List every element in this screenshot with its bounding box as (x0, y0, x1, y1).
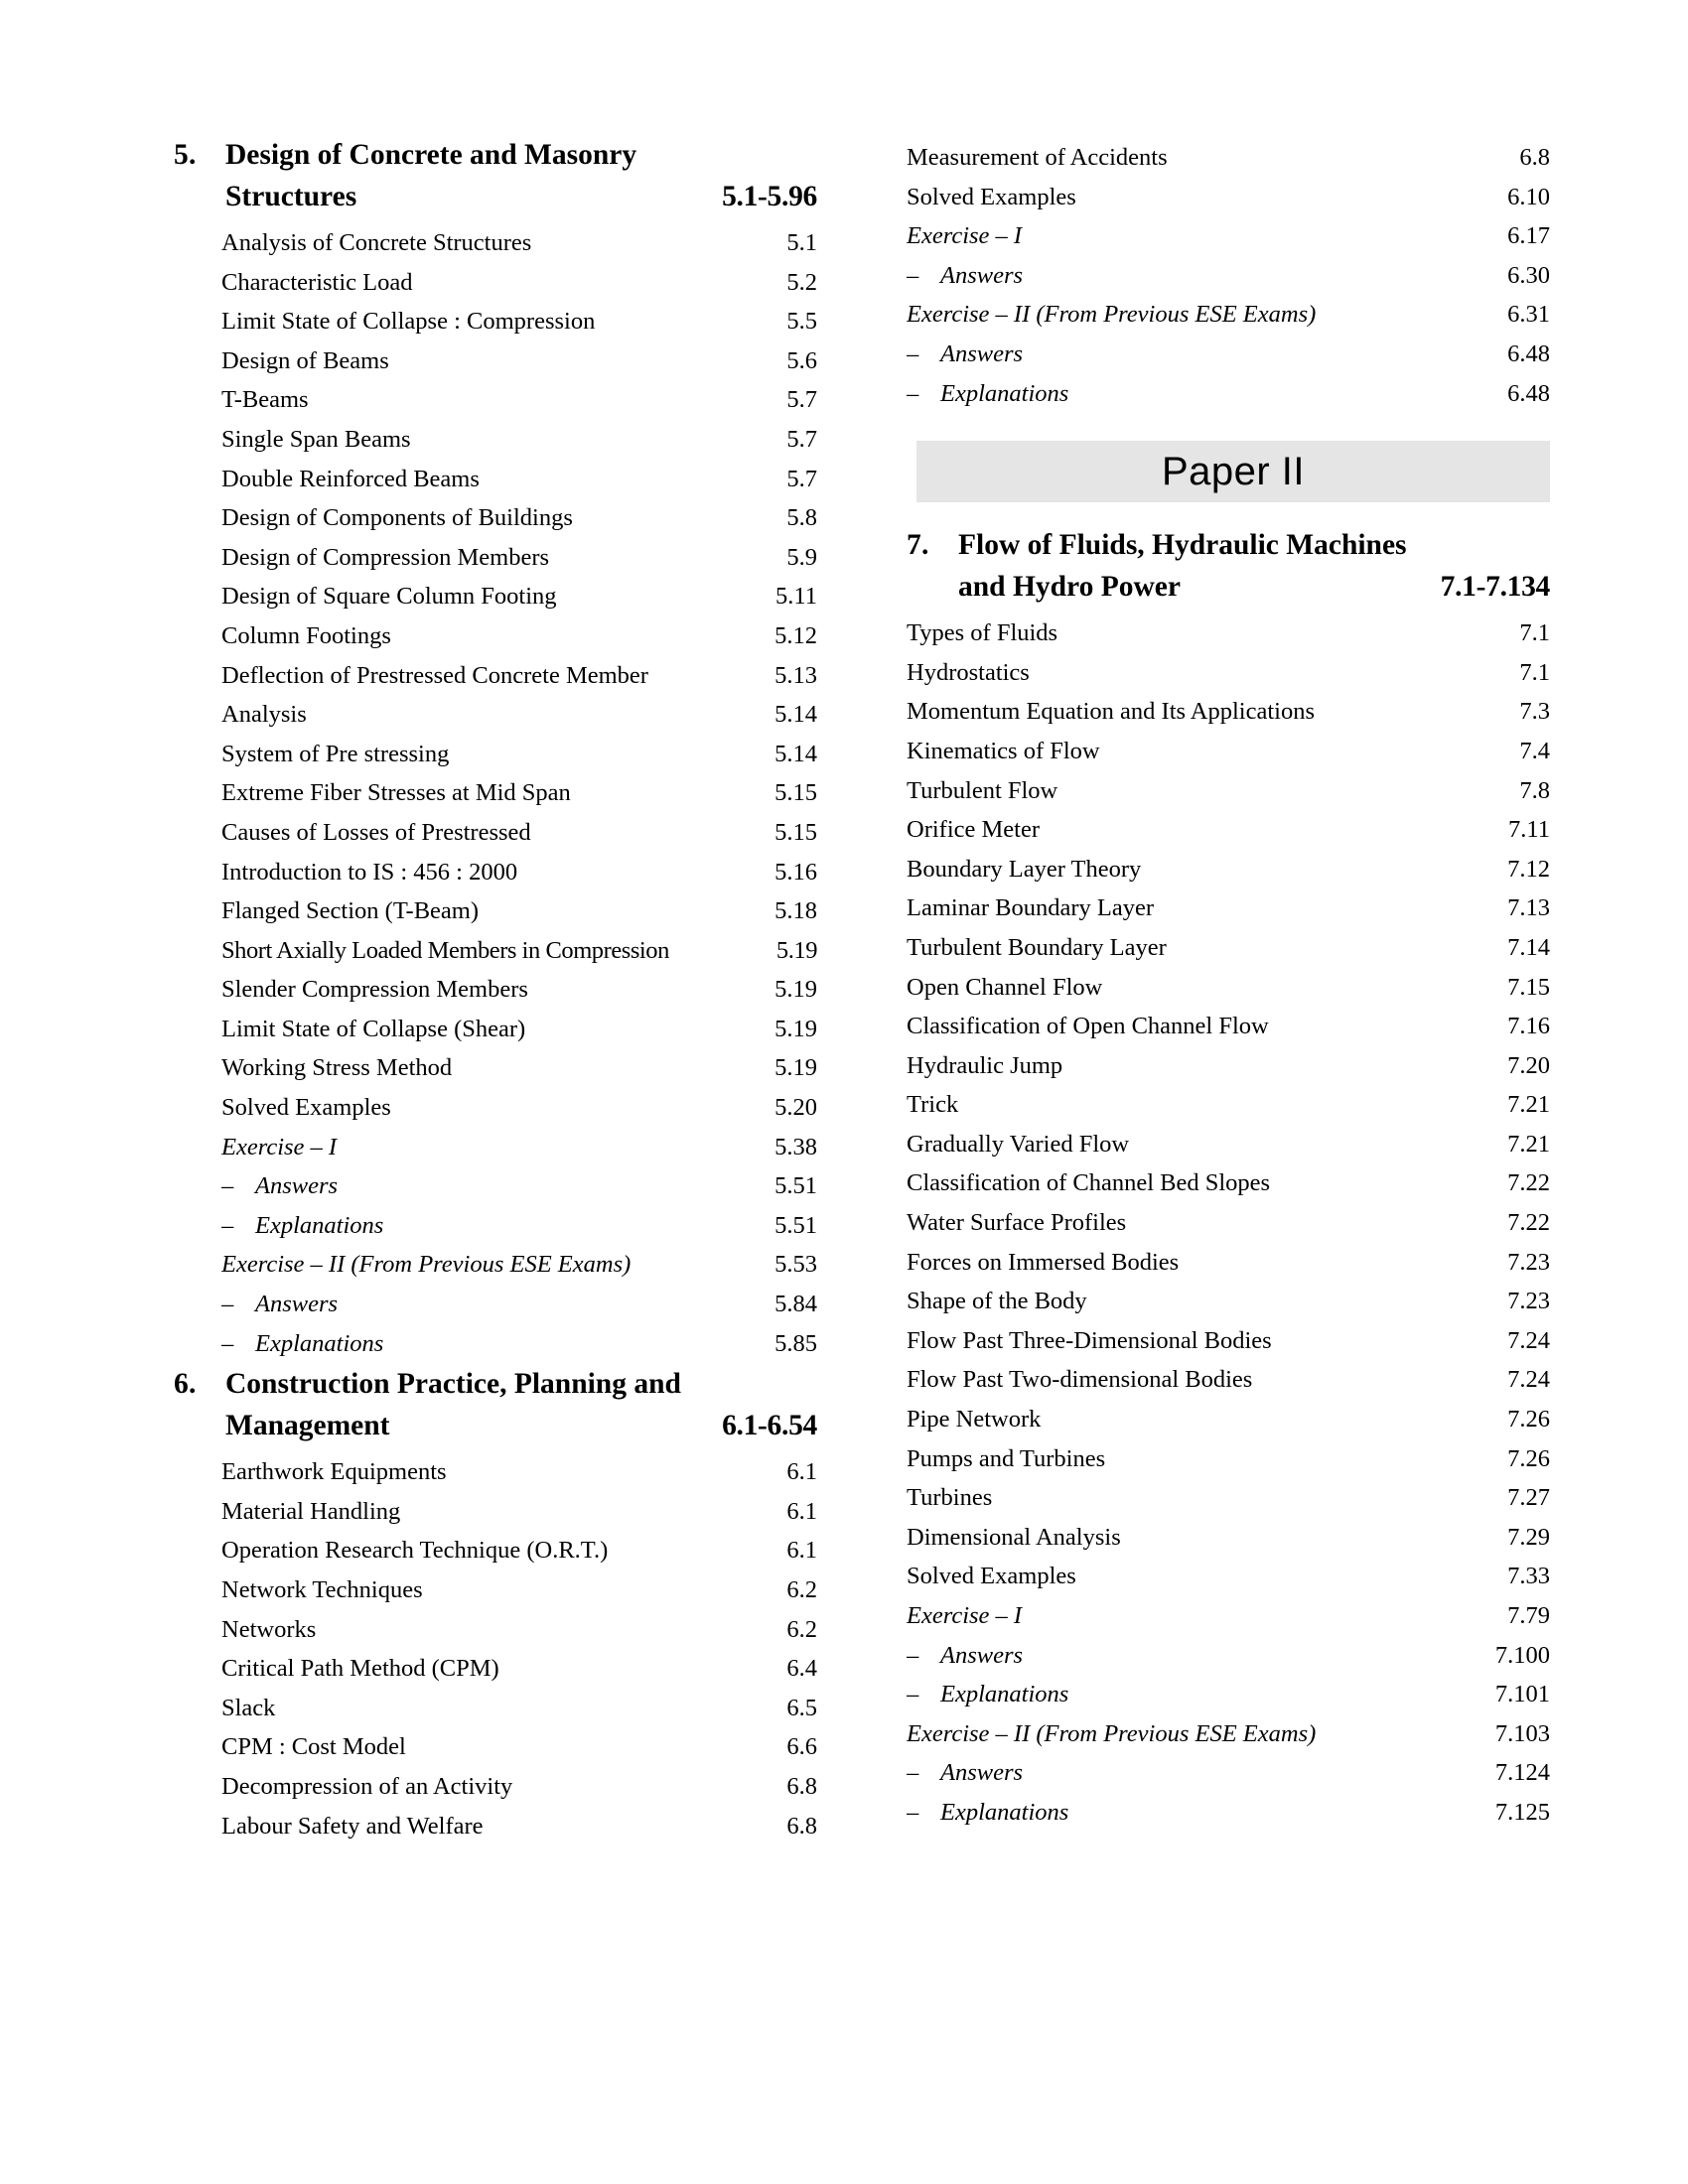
toc-entry-label: Laminar Boundary Layer (907, 894, 1154, 922)
toc-entry-label: Networks (221, 1615, 317, 1643)
toc-entry[interactable] (174, 302, 817, 341)
toc-entry-page: 7.29 (1507, 1523, 1550, 1551)
dash-bullet-icon: – (907, 1641, 919, 1669)
toc-entry[interactable] (174, 420, 817, 460)
toc-entry[interactable] (907, 1125, 1550, 1164)
toc-entry-page: 6.4 (786, 1655, 817, 1683)
toc-entry-label: Types of Fluids (907, 619, 1058, 647)
toc-entry[interactable] (174, 577, 817, 616)
toc-entry[interactable] (907, 1557, 1550, 1596)
toc-entry[interactable] (907, 1163, 1550, 1203)
toc-entry[interactable] (174, 1285, 817, 1324)
toc-entry-text: Answers (940, 340, 1024, 367)
toc-entry[interactable] (907, 335, 1550, 374)
toc-entry-page: 6.1 (786, 1497, 817, 1525)
toc-entry[interactable] (174, 460, 817, 499)
toc-entry-page: 7.4 (1519, 737, 1550, 764)
toc-entry-label: Gradually Varied Flow (907, 1130, 1130, 1158)
toc-entry-page: 6.8 (1519, 144, 1550, 171)
toc-entry-label (907, 1753, 1465, 1793)
toc-entry-page: 7.79 (1507, 1602, 1550, 1629)
toc-entry-label: Analysis of Concrete Structures (221, 229, 532, 256)
toc-entry-label: Earthwork Equipments (221, 1458, 447, 1486)
toc-entry[interactable] (907, 1478, 1550, 1518)
dash-bullet-icon: – (907, 1759, 919, 1787)
toc-entry[interactable] (907, 1360, 1550, 1400)
toc-entry-label: Design of Square Column Footing (221, 583, 557, 611)
toc-entry-page: 6.8 (786, 1812, 817, 1840)
toc-entry-label: Flanged Section (T-Beam) (221, 897, 480, 925)
paper-section-banner: Paper II (916, 441, 1550, 502)
toc-entry[interactable] (907, 1793, 1550, 1833)
toc-entry-page: 5.38 (774, 1133, 817, 1160)
chapter-heading[interactable] (174, 1363, 817, 1446)
toc-entry-label: Kinematics of Flow (907, 737, 1100, 764)
toc-entry-label: Working Stress Method (221, 1054, 453, 1082)
toc-entry-page: 5.13 (774, 661, 817, 689)
dash-bullet-icon: – (907, 379, 919, 407)
toc-entry-page: 5.14 (774, 701, 817, 729)
toc-entry-page: 5.12 (774, 621, 817, 649)
toc-entry[interactable] (174, 1048, 817, 1088)
toc-entry-label: Flow Past Three-Dimensional Bodies (907, 1326, 1272, 1354)
toc-entry-page: 7.23 (1507, 1248, 1550, 1276)
chapter-title-line-1: Flow of Fluids, Hydraulic Machines (958, 529, 1407, 562)
toc-entry[interactable] (174, 616, 817, 656)
toc-right-column (907, 134, 1550, 1845)
chapter-title-block (225, 1363, 817, 1446)
toc-entry[interactable] (174, 891, 817, 931)
toc-entry-page: 6.1 (786, 1458, 817, 1486)
toc-entry-page: 5.8 (786, 504, 817, 532)
toc-entry[interactable] (907, 256, 1550, 296)
toc-entry-label: Double Reinforced Beams (221, 465, 480, 492)
toc-entry[interactable] (907, 1636, 1550, 1676)
toc-entry-page: 7.3 (1519, 698, 1550, 726)
toc-entry-label: Column Footings (221, 621, 391, 649)
toc-entry-page: 6.1 (786, 1537, 817, 1565)
toc-entry-label: Forces on Immersed Bodies (907, 1248, 1180, 1276)
chapter-number: 7. (907, 529, 929, 562)
toc-entry-page: 7.12 (1507, 855, 1550, 883)
toc-entry-label (907, 256, 1465, 296)
toc-entry[interactable] (907, 1518, 1550, 1558)
toc-entry[interactable] (174, 1727, 817, 1767)
toc-entry-page: 5.6 (786, 346, 817, 374)
toc-entry-label (221, 1324, 732, 1364)
toc-entry-page: 6.31 (1507, 301, 1550, 329)
toc-entry-label: System of Pre stressing (221, 740, 450, 767)
toc-entry-label (907, 374, 1465, 414)
toc-entry[interactable] (174, 1010, 817, 1049)
toc-entry-label: Momentum Equation and Its Applications (907, 698, 1316, 726)
toc-entry-label: Design of Beams (221, 346, 389, 374)
toc-entry-page: 5.19 (774, 976, 817, 1004)
toc-entry[interactable] (174, 498, 817, 538)
toc-entry[interactable] (907, 1596, 1550, 1636)
toc-entry-page: 7.15 (1507, 973, 1550, 1001)
toc-entry-label: Introduction to IS : 456 : 2000 (221, 858, 518, 886)
toc-entry[interactable] (907, 1675, 1550, 1714)
toc-entry-label: Solved Examples (907, 1563, 1076, 1590)
toc-entry[interactable] (174, 773, 817, 813)
toc-entry-label: Turbulent Flow (907, 776, 1058, 804)
toc-entry-page: 7.22 (1507, 1169, 1550, 1197)
toc-entry[interactable] (907, 1753, 1550, 1793)
toc-entry-label: Pumps and Turbines (907, 1444, 1106, 1472)
toc-entry-page: 5.19 (774, 1054, 817, 1082)
toc-entry[interactable] (907, 1085, 1550, 1125)
toc-entry[interactable] (174, 735, 817, 774)
toc-entry-page: 7.1 (1519, 619, 1550, 647)
toc-entry-page: 5.7 (786, 386, 817, 414)
toc-entry-label: Exercise – I (907, 222, 1023, 250)
toc-entry[interactable] (907, 1046, 1550, 1086)
toc-entry-label: Dimensional Analysis (907, 1523, 1121, 1551)
toc-entry-label: Limit State of Collapse (Shear) (221, 1015, 526, 1042)
dash-bullet-icon: – (907, 1798, 919, 1826)
chapter-title-block (225, 134, 817, 217)
chapter-page-range: 6.1-6.54 (722, 1410, 817, 1442)
toc-entry[interactable] (174, 1128, 817, 1167)
toc-entry[interactable] (174, 1088, 817, 1128)
dash-bullet-icon: – (221, 1211, 234, 1239)
toc-entry-page: 7.11 (1508, 816, 1550, 844)
toc-entry[interactable] (907, 216, 1550, 256)
dash-bullet-icon: – (907, 340, 919, 367)
toc-entry-text: Answers (940, 261, 1024, 289)
toc-entry-text: Answers (940, 1641, 1024, 1669)
toc-entry-page: 7.26 (1507, 1406, 1550, 1433)
toc-entry-page: 7.20 (1507, 1051, 1550, 1079)
chapter-title-line-2: Structures (225, 181, 357, 212)
chapter-number: 6. (174, 1368, 197, 1401)
toc-entry-page: 7.125 (1494, 1798, 1550, 1826)
chapter-page-range: 5.1-5.96 (722, 181, 817, 212)
toc-entry-label (907, 1675, 1465, 1714)
toc-entry[interactable] (174, 1166, 817, 1206)
toc-entry-page: 7.1 (1519, 658, 1550, 686)
toc-entry-label: Operation Research Technique (O.R.T.) (221, 1537, 609, 1565)
toc-entry-text: Explanations (255, 1329, 384, 1357)
toc-entry-page: 5.5 (786, 308, 817, 336)
toc-entry-label (221, 1285, 732, 1324)
chapter-entry-list (907, 614, 1550, 1832)
toc-entry[interactable] (174, 263, 817, 303)
toc-entry[interactable] (174, 695, 817, 735)
toc-entry-page: 5.51 (774, 1172, 817, 1200)
toc-entry-page: 6.10 (1507, 183, 1550, 210)
toc-entry[interactable] (174, 1807, 817, 1846)
toc-entry-page: 5.85 (774, 1329, 817, 1357)
toc-entry-label: Hydraulic Jump (907, 1051, 1063, 1079)
toc-entry-text: Explanations (940, 1681, 1069, 1708)
toc-entry-page: 7.101 (1494, 1681, 1550, 1708)
toc-entry-label: Trick (907, 1091, 959, 1119)
toc-entry[interactable] (174, 1324, 817, 1364)
toc-entry[interactable] (907, 1282, 1550, 1321)
toc-entry[interactable] (907, 850, 1550, 889)
dash-bullet-icon: – (221, 1172, 234, 1200)
toc-entry-label: Classification of Open Channel Flow (907, 1013, 1269, 1040)
toc-entry-label: Shape of the Body (907, 1288, 1087, 1315)
toc-entry-label: Material Handling (221, 1497, 401, 1525)
toc-entry[interactable] (907, 771, 1550, 811)
toc-entry-label: Pipe Network (907, 1406, 1042, 1433)
toc-entry[interactable] (907, 374, 1550, 414)
toc-entry[interactable] (174, 538, 817, 578)
toc-entry-page: 7.103 (1494, 1719, 1550, 1747)
toc-entry-label: Exercise – II (From Previous ESE Exams) (907, 1719, 1317, 1747)
toc-entry-page: 7.33 (1507, 1563, 1550, 1590)
toc-entry[interactable] (907, 928, 1550, 968)
toc-entry-page: 5.20 (774, 1094, 817, 1122)
toc-entry-page: 5.7 (786, 465, 817, 492)
toc-entry-page: 5.19 (775, 936, 817, 964)
toc-entry-label: Critical Path Method (CPM) (221, 1655, 499, 1683)
chapter-number: 5. (174, 139, 197, 171)
toc-entry[interactable] (907, 692, 1550, 732)
toc-entry[interactable] (174, 1492, 817, 1532)
chapter-title-line-1: Design of Concrete and Masonry (225, 139, 637, 171)
toc-entry-label: Extreme Fiber Stresses at Mid Span (221, 779, 571, 807)
toc-entry[interactable] (174, 1689, 817, 1728)
toc-entry-page: 6.5 (786, 1694, 817, 1721)
toc-entry[interactable] (174, 1570, 817, 1610)
toc-entry-page: 6.8 (786, 1772, 817, 1800)
toc-entry-page: 7.14 (1507, 933, 1550, 961)
toc-entry-label: Orifice Meter (907, 816, 1040, 844)
toc-entry[interactable] (907, 1439, 1550, 1479)
toc-entry[interactable] (174, 380, 817, 420)
chapter-entry-list (174, 223, 817, 1363)
toc-entry[interactable] (174, 656, 817, 696)
toc-columns (174, 134, 1549, 1845)
toc-entry[interactable] (174, 970, 817, 1010)
toc-entry[interactable] (907, 1714, 1550, 1754)
toc-entry-text: Explanations (940, 1798, 1069, 1826)
toc-entry[interactable] (907, 1203, 1550, 1243)
chapter-title-line-1: Construction Practice, Planning and (225, 1368, 681, 1401)
toc-entry-page: 5.15 (774, 779, 817, 807)
toc-entry-label: Decompression of an Activity (221, 1772, 513, 1800)
toc-entry[interactable] (174, 1649, 817, 1689)
toc-entry-page: 5.2 (786, 268, 817, 296)
toc-entry-label: Design of Components of Buildings (221, 504, 573, 532)
chapter-page-range: 7.1-7.134 (1440, 571, 1550, 604)
toc-entry-page: 6.2 (786, 1576, 817, 1603)
toc-entry[interactable] (907, 614, 1550, 653)
toc-entry-page: 7.24 (1507, 1326, 1550, 1354)
toc-entry-page: 7.13 (1507, 894, 1550, 922)
toc-entry-label: Analysis (221, 701, 307, 729)
dash-bullet-icon: – (907, 1681, 919, 1708)
toc-entry-page: 7.22 (1507, 1209, 1550, 1237)
toc-entry-label (907, 335, 1465, 374)
toc-entry-page: 5.16 (774, 858, 817, 886)
toc-entry[interactable] (174, 341, 817, 381)
toc-entry-label: Classification of Channel Bed Slopes (907, 1169, 1271, 1197)
toc-entry-page: 5.11 (775, 583, 817, 611)
chapter-title-line-2: Management (225, 1410, 390, 1442)
toc-entry-label: Measurement of Accidents (907, 144, 1168, 171)
toc-entry-page: 7.8 (1519, 776, 1550, 804)
toc-entry-page: 5.14 (774, 740, 817, 767)
toc-entry-label: Open Channel Flow (907, 973, 1103, 1001)
chapter-heading[interactable] (174, 134, 817, 217)
toc-entry-label: Characteristic Load (221, 268, 413, 296)
toc-entry-page: 7.21 (1507, 1130, 1550, 1158)
toc-entry-label: T-Beams (221, 386, 309, 414)
toc-entry-label (907, 1793, 1465, 1833)
toc-entry[interactable] (907, 1400, 1550, 1439)
toc-entry-page: 7.21 (1507, 1091, 1550, 1119)
toc-entry-text: Explanations (940, 379, 1069, 407)
chapter-title-block (958, 524, 1550, 608)
continued-entry-list (907, 138, 1550, 413)
toc-entry[interactable] (907, 810, 1550, 850)
toc-entry[interactable] (174, 853, 817, 892)
chapter-entry-list (174, 1452, 817, 1845)
toc-entry-label: Water Surface Profiles (907, 1209, 1127, 1237)
toc-entry[interactable] (174, 1610, 817, 1650)
toc-entry[interactable] (907, 732, 1550, 771)
toc-entry[interactable] (174, 813, 817, 853)
toc-entry-page: 7.26 (1507, 1444, 1550, 1472)
toc-entry-page: 5.15 (774, 818, 817, 846)
toc-entry-page: 7.16 (1507, 1013, 1550, 1040)
toc-entry-label (221, 1166, 732, 1206)
toc-entry-page: 5.18 (774, 897, 817, 925)
toc-entry-label: Limit State of Collapse : Compression (221, 308, 596, 336)
toc-entry[interactable] (174, 931, 817, 971)
dash-bullet-icon: – (221, 1291, 234, 1318)
toc-entry-label: Network Techniques (221, 1576, 423, 1603)
toc-entry[interactable] (907, 178, 1550, 217)
toc-entry-page: 5.7 (786, 425, 817, 453)
toc-entry[interactable] (174, 1206, 817, 1246)
toc-entry-page: 7.100 (1494, 1641, 1550, 1669)
toc-entry[interactable] (907, 968, 1550, 1008)
toc-entry-page: 6.30 (1507, 261, 1550, 289)
toc-entry-label: Causes of Losses of Prestressed (221, 818, 531, 846)
dash-bullet-icon: – (221, 1329, 234, 1357)
toc-entry-label: Turbulent Boundary Layer (907, 933, 1167, 961)
toc-entry-label: Flow Past Two-dimensional Bodies (907, 1366, 1253, 1394)
toc-entry[interactable] (907, 1321, 1550, 1361)
chapter-heading[interactable] (907, 524, 1550, 608)
toc-entry-page: 5.19 (774, 1015, 817, 1042)
toc-entry-text: Answers (255, 1291, 339, 1318)
toc-entry[interactable] (174, 1245, 817, 1285)
toc-entry-label: Design of Compression Members (221, 543, 550, 571)
toc-entry-label: Slack (221, 1694, 276, 1721)
toc-entry-page: 5.53 (774, 1251, 817, 1279)
toc-entry-page: 7.23 (1507, 1288, 1550, 1315)
toc-entry-page: 5.1 (786, 229, 817, 256)
toc-entry-label: Labour Safety and Welfare (221, 1812, 484, 1840)
toc-entry-page: 5.51 (774, 1211, 817, 1239)
chapter-title-line-2: and Hydro Power (958, 571, 1181, 604)
toc-entry[interactable] (174, 1531, 817, 1570)
toc-entry-label (221, 1206, 732, 1246)
toc-entry[interactable] (907, 295, 1550, 335)
toc-entry-page: 6.6 (786, 1733, 817, 1761)
toc-entry-label: Boundary Layer Theory (907, 855, 1142, 883)
toc-entry-page: 6.48 (1507, 379, 1550, 407)
toc-entry[interactable] (174, 1452, 817, 1492)
toc-entry-label: Exercise – I (907, 1602, 1023, 1629)
toc-entry-text: Explanations (255, 1211, 384, 1239)
toc-entry-label: Hydrostatics (907, 658, 1030, 686)
toc-left-column (174, 134, 817, 1845)
toc-entry[interactable] (907, 138, 1550, 178)
toc-entry-page: 5.84 (774, 1291, 817, 1318)
toc-entry-page: 6.2 (786, 1615, 817, 1643)
toc-entry-page: 7.27 (1507, 1484, 1550, 1512)
dash-bullet-icon: – (907, 261, 919, 289)
toc-entry-label: CPM : Cost Model (221, 1733, 406, 1761)
toc-entry-label: Slender Compression Members (221, 976, 528, 1004)
toc-entry-label: Deflection of Prestressed Concrete Member (221, 661, 648, 689)
toc-entry-label: Short Axially Loaded Members in Compression (221, 936, 669, 964)
toc-entry[interactable] (907, 1007, 1550, 1046)
toc-entry-page: 5.9 (786, 543, 817, 571)
toc-entry-page: 6.48 (1507, 340, 1550, 367)
toc-entry[interactable] (174, 223, 817, 263)
toc-entry-label: Solved Examples (907, 183, 1076, 210)
toc-entry-label: Turbines (907, 1484, 993, 1512)
toc-entry-label: Exercise – II (From Previous ESE Exams) (221, 1251, 632, 1279)
toc-entry-label: Exercise – I (221, 1133, 338, 1160)
toc-entry[interactable] (907, 1243, 1550, 1283)
toc-entry-label: Exercise – II (From Previous ESE Exams) (907, 301, 1317, 329)
toc-entry[interactable] (907, 888, 1550, 928)
toc-entry-label: Solved Examples (221, 1094, 391, 1122)
toc-entry-label: Single Span Beams (221, 425, 411, 453)
toc-entry[interactable] (907, 653, 1550, 693)
toc-entry-text: Answers (940, 1759, 1024, 1787)
toc-entry-page: 7.24 (1507, 1366, 1550, 1394)
toc-entry[interactable] (174, 1767, 817, 1807)
toc-entry-label (907, 1636, 1465, 1676)
toc-entry-page: 7.124 (1494, 1759, 1550, 1787)
toc-entry-page: 6.17 (1507, 222, 1550, 250)
toc-entry-text: Answers (255, 1172, 339, 1200)
